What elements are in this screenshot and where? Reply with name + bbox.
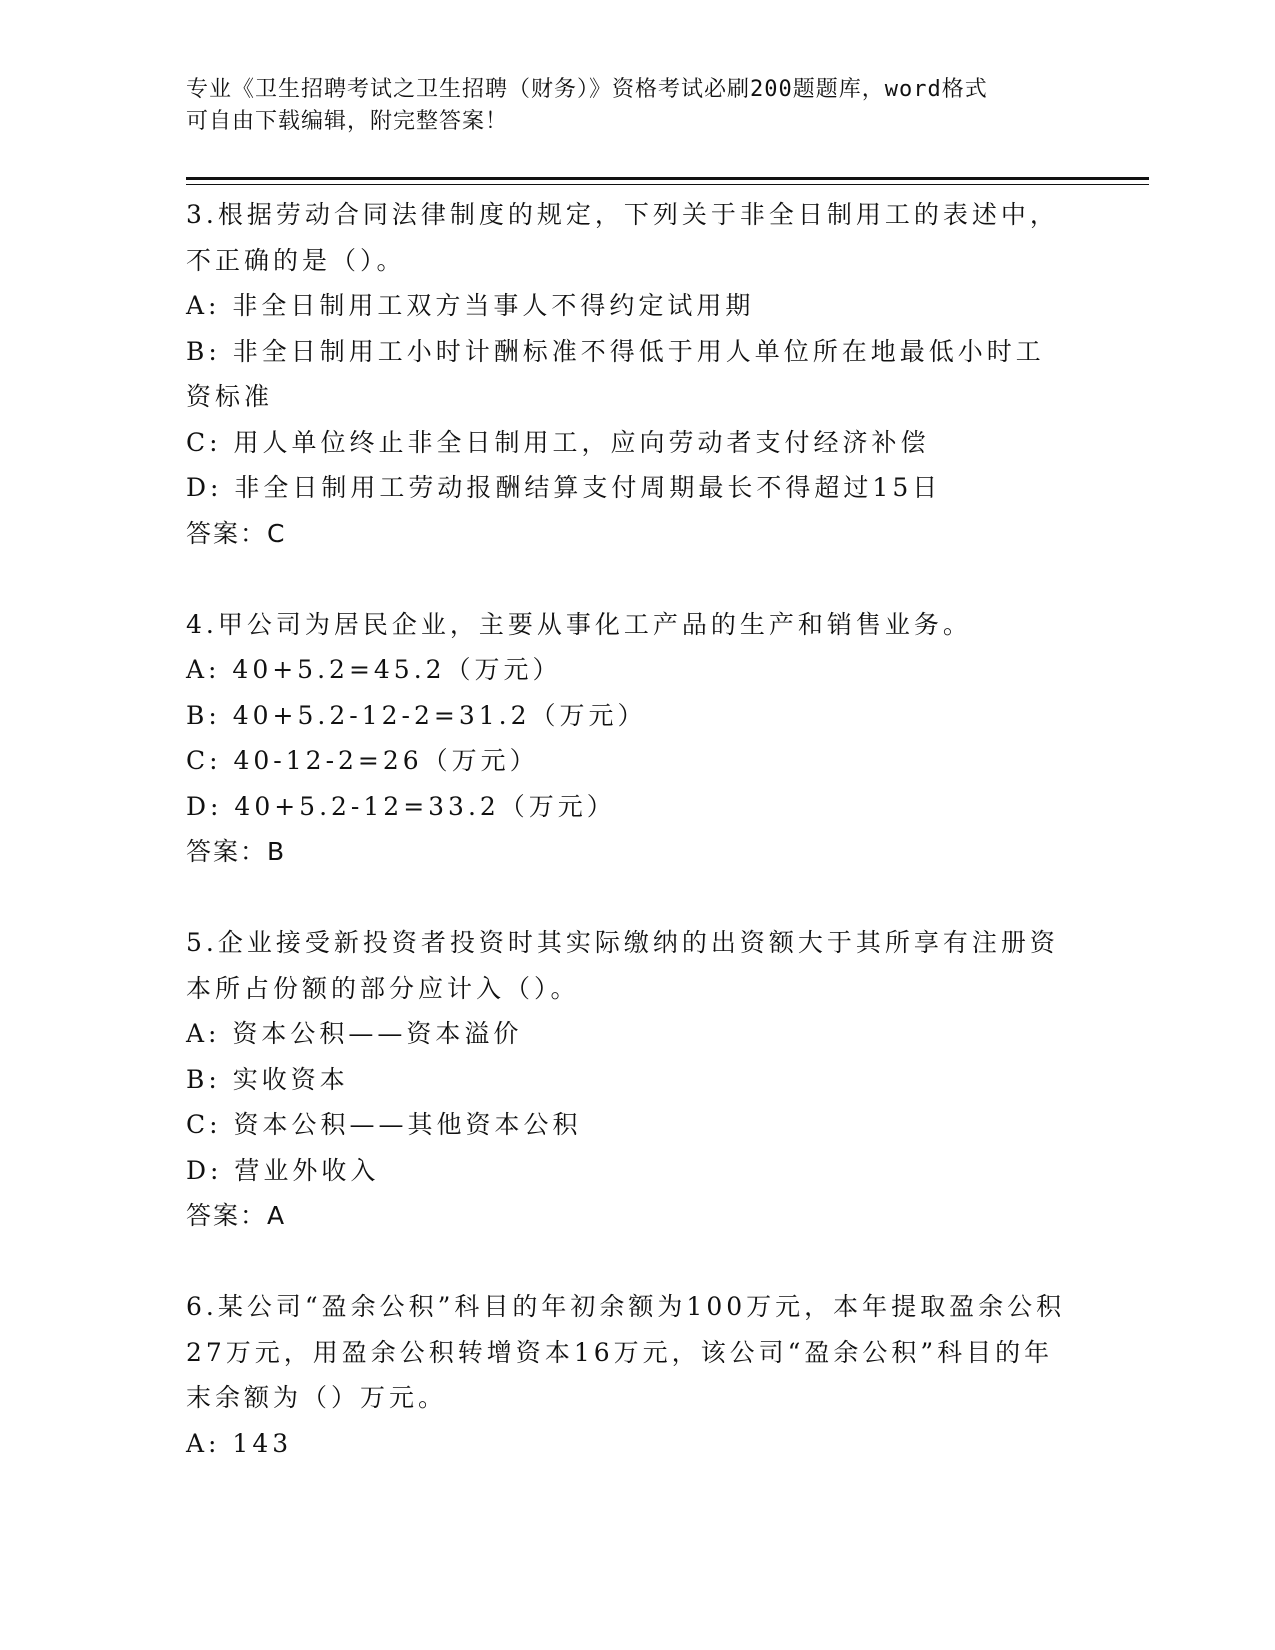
question-stem: 4.甲公司为居民企业，主要从事化工产品的生产和销售业务。 [186,609,972,639]
question-stem: 6.某公司“盈余公积”科目的年初余额为100万元，本年提取盈余公积27万元，用盈余公积转增资本16万元，该公司“盈余公积”科目的年末余额为（）万元。 [186,1292,1066,1412]
option-b: B: 40+5.2-12-2=31.2（万元） [186,700,647,730]
option-c: C: 资本公积——其他资本公积 [186,1110,582,1139]
header-title-line-1: 专业《卫生招聘考试之卫生招聘（财务）》资格考试必刷200题题库，word格式 [186,77,988,102]
document-header [186,74,1086,138]
answer-line: 答案：C [186,518,287,548]
question-5 [186,920,1066,1239]
header-title-line-2: 可自由下载编辑，附完整答案！ [186,109,509,134]
option-c: C: 40-12-2=26（万元） [186,746,539,775]
question-6 [186,1284,1066,1466]
option-a: A: 143 [186,1428,293,1458]
question-list [186,192,1066,1512]
question-stem: 3.根据劳动合同法律制度的规定，下列关于非全日制用工的表述中，不正确的是（）。 [186,200,1059,275]
answer-line: 答案：A [186,1201,287,1230]
option-a: A: 非全日制用工双方当事人不得约定试用期 [186,291,755,320]
question-4 [186,602,1066,875]
option-d: D: 营业外收入 [186,1155,380,1185]
option-d: D: 非全日制用工劳动报酬结算支付周期最长不得超过15日 [186,473,942,502]
option-b: B: 实收资本 [186,1064,349,1094]
header-divider-thin [186,184,1149,185]
question-stem: 5.企业接受新投资者投资时其实际缴纳的出资额大于其所享有注册资本所占份额的部分应计入（）。 [186,928,1059,1003]
option-a: A: 资本公积——资本溢价 [186,1019,523,1048]
option-a: A: 40+5.2=45.2（万元） [186,655,562,684]
header-divider-thick [186,177,1149,180]
option-b: B: 非全日制用工小时计酬标准不得低于用人单位所在地最低小时工资标准 [186,336,1045,411]
question-3 [186,192,1066,556]
answer-line: 答案：B [186,837,287,866]
option-d: D: 40+5.2-12=33.2（万元） [186,791,616,821]
option-c: C: 用人单位终止非全日制用工，应向劳动者支付经济补偿 [186,427,930,457]
